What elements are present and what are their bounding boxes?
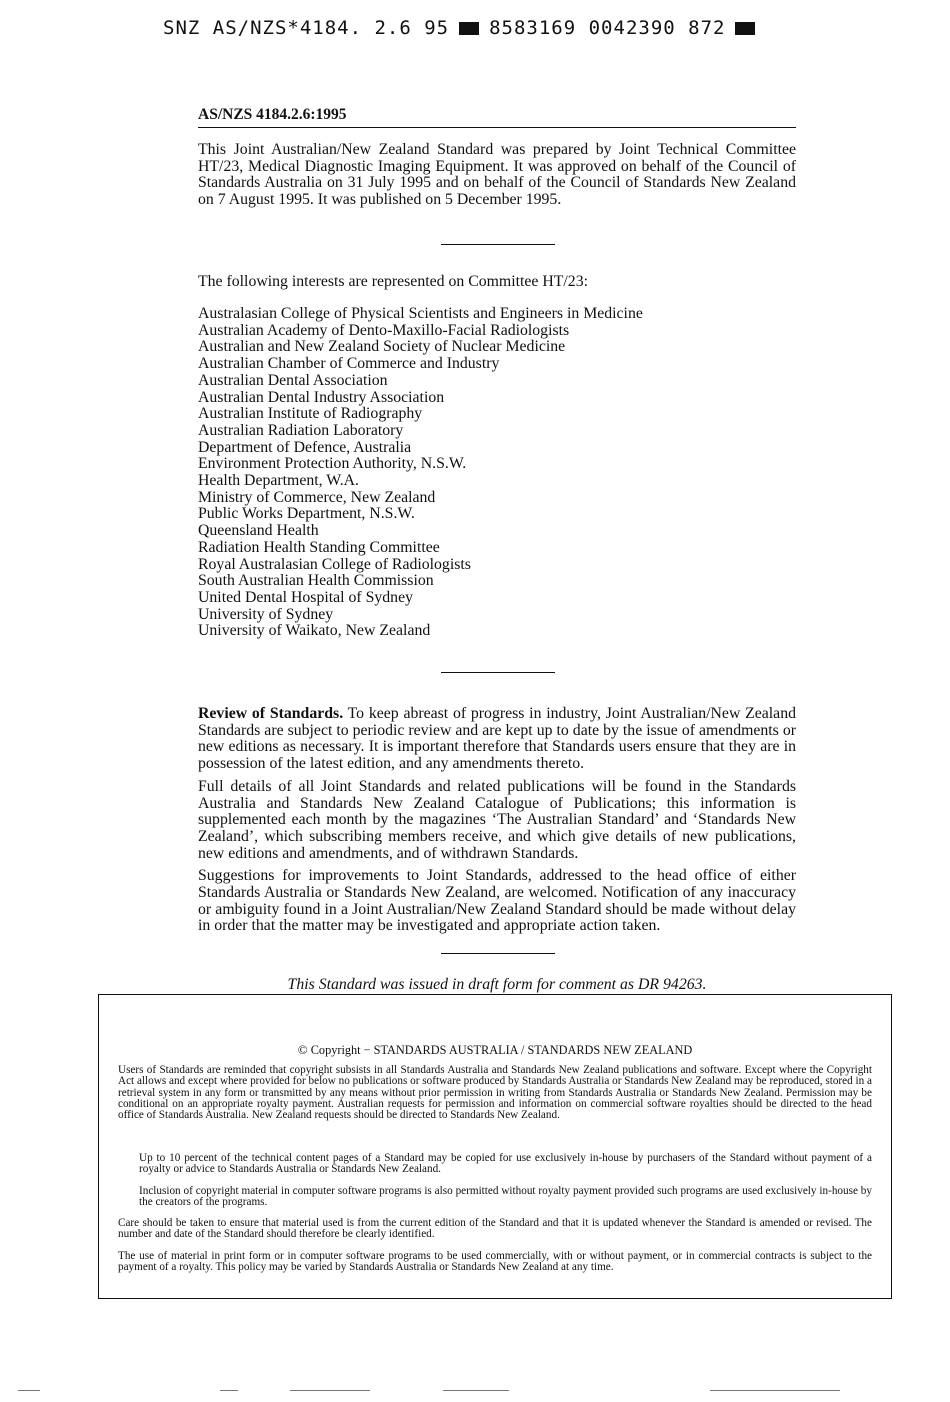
list-item: Australian Radiation Laboratory [198,421,404,439]
copyright-heading-text: Copyright − STANDARDS AUSTRALIA / STANDARDS NEW ZEALAND [310,1043,693,1057]
interests-intro: The following interests are represented on Committee HT/23: [198,273,588,290]
scan-artifacts [0,1386,950,1396]
scan-mark [710,1390,840,1391]
scan-mark [18,1390,40,1391]
review-of-standards [198,706,796,941]
section-divider [441,953,555,954]
review-paragraph-2: Full details of all Joint Standards and related publications will be found in the Standards Australia and Standards New Zealand Catalogue of Publications; this information is supplemented each month by the magazines ‘The Australian Standard’ and ‘Standards New Zealand’, which subscribing members receive, and which give details of new publications, new editions and amendments, and of withdrawn Standards. [198,777,796,862]
list-item: Public Works Department, N.S.W. [198,505,415,523]
list-item: Ministry of Commerce, New Zealand [198,488,436,506]
section-divider [441,244,555,245]
copyright-icon: © [297,1042,308,1057]
list-item: Australian and New Zealand Society of Nuclear Medicine [198,338,566,356]
review-text-1: To keep abreast of progress in industry, Joint Australian/New Zealand Standards are subject to periodic review and are kept up to date by the issue of amendments or new editions as necessary. It is important therefore that Standards users ensure that they are in possession of the latest edition, and any amendments thereto. [198,705,796,773]
copyright-box [98,994,892,1299]
list-item: Australian Dental Industry Association [198,388,445,406]
review-paragraph-1 [198,706,796,773]
scan-stamp-right: 8583169 0042390 872 [489,17,726,39]
list-item: Radiation Health Standing Committee [198,538,440,556]
copyright-paragraph: Care should be taken to ensure that material used is from the current edition of the Standard and that it is updated whenever the Standard is amended or revised. The number and date of the Standard should therefore be clearly identified. [118,1217,872,1241]
review-paragraph-3: Suggestions for improvements to Joint Standards, addressed to the head office of either Standards Australia or Standards New Zealand, are welcomed. Notification of any inaccuracy or ambiguity found in a Joint Australian/New Zealand Standard should be made without delay in order that the matter may be investigated and appropriate action taken. [198,867,796,935]
list-item: University of Waikato, New Zealand [198,622,431,640]
scan-mark [220,1390,238,1391]
copyright-paragraph: Inclusion of copyright material in computer software programs is also permitted without royalty payment provided such programs are used exclusively in-house by the creators of the programs. [139,1185,872,1209]
list-item: South Australian Health Commission [198,572,434,590]
list-item: Australian Chamber of Commerce and Industry [198,355,500,373]
draft-note: This Standard was issued in draft form for comment as DR 94263. [287,976,707,993]
copyright-paragraph: The use of material in print form or in computer software programs to be used commercially, with or without payment, or in commercial contracts is subject to the payment of a royalty. This policy may be varied by Standards Australia or Standards New Zealand at any time. [118,1250,872,1274]
scan-mark [290,1390,370,1391]
list-item: University of Sydney [198,605,334,623]
standard-designation: AS/NZS 4184.2.6:1995 [198,106,796,128]
list-item: Queensland Health [198,522,319,540]
committee-members-list [198,306,796,640]
redaction-block [735,22,755,35]
scan-mark [443,1390,509,1391]
list-item: Environment Protection Authority, N.S.W. [198,455,467,473]
review-heading: Review of Standards. [198,705,344,722]
list-item: Department of Defence, Australia [198,438,412,456]
list-item: Australian Academy of Dento-Maxillo-Facial Radiologists [198,321,570,339]
redaction-block [459,22,479,35]
list-item: Australasian College of Physical Scientists and Engineers in Medicine [198,305,643,322]
list-item: Australian Dental Association [198,371,388,389]
scan-stamp [163,12,883,44]
list-item: Australian Institute of Radiography [198,405,423,423]
copyright-paragraph: Users of Standards are reminded that copyright subsists in all Standards Australia and Standards New Zealand publications and software. Except where the Copyright Act allows and except where provided for below no publications or software produced by Standards Australia or Standards New Zealand may be reproduced, stored in a retrieval system in any form or transmitted by any means without prior permission in writing from Standards Australia or Standards New Zealand. Permission may be conditional on an appropriate royalty payment. Australian requests for permission and information on commercial software royalties should be directed to the head office of Standards Australia. New Zealand requests should be directed to Standards New Zealand. [118,1064,872,1122]
preparation-paragraph: This Joint Australian/New Zealand Standard was prepared by Joint Technical Committee HT/23, Medical Diagnostic Imaging Equipment. It was approved on behalf of the Council of Standards Australia on 31 July 1995 and on behalf of the Council of Standards New Zealand on 7 August 1995. It was published on 5 December 1995. [198,141,796,209]
copyright-paragraph: Up to 10 percent of the technical content pages of a Standard may be copied for use exclusively in-house by purchasers of the Standard without payment of a royalty or advice to Standards Australia or Standards New Zealand. [139,1152,872,1176]
scan-stamp-left: SNZ AS/NZS*4184. 2.6 95 [163,17,450,39]
section-divider [441,672,555,673]
list-item: Health Department, W.A. [198,472,359,490]
list-item: United Dental Hospital of Sydney [198,588,413,606]
copyright-heading [99,1044,891,1056]
list-item: Royal Australasian College of Radiologists [198,555,471,573]
